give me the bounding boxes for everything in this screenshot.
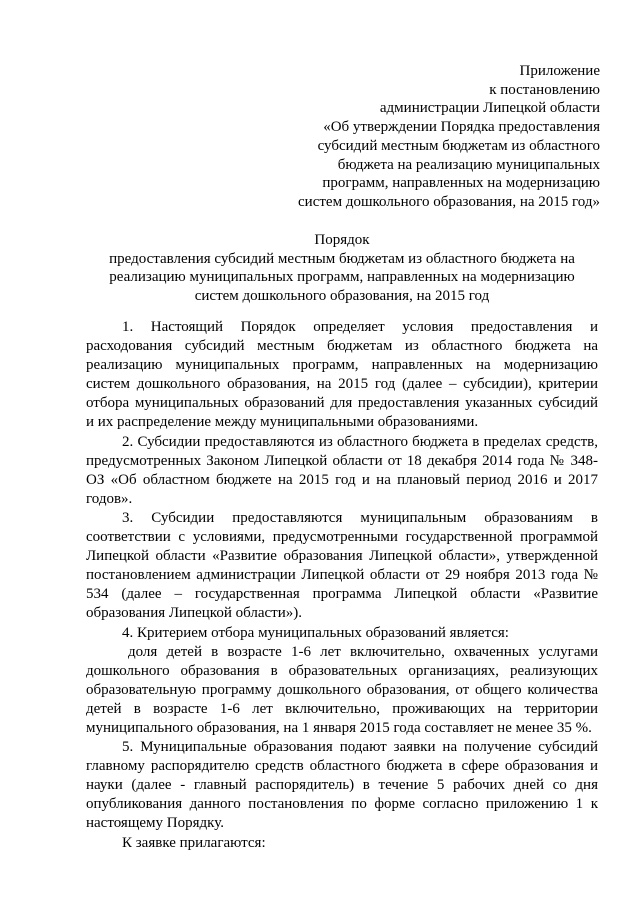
document-body xyxy=(86,318,598,853)
appendix-line: систем дошкольного образования, на 2015 год» xyxy=(298,193,600,210)
paragraph-2: 2. Субсидии предоставляются из областного бюджета в пределах средств, предусмотренных Законом Липецкой области от 18 декабря 2014 года № 348-ОЗ «Об областном бюджете на 2015 год и на плановый период 2016 и 2017 годов». xyxy=(86,433,598,507)
paragraph-4: 4. Критерием отбора муниципальных образований является: xyxy=(122,624,509,641)
paragraph-1: 1. Настоящий Порядок определяет условия предоставления и расходования субсидий местным бюджетам из областного бюджета на реализацию муниципальных программ, направленных на модернизацию систем дошкольного образования, на 2015 год (далее – субсидии), критерии отбора муниципальных образований для предоставления указанных субсидий и их распределение между муниципальными образованиями. xyxy=(86,319,598,431)
paragraph-4-criterion: доля детей в возрасте 1-6 лет включительно, охваченных услугами дошкольного образования в образовательных организациях, реализующих образовательную программу дошкольного образования, от общего количества детей в возрасте 1-6 лет включительно, проживающих на территории муниципального образования, на 1 января 2015 года составляет не менее 35 %. xyxy=(86,643,598,736)
title-word: Порядок xyxy=(314,232,370,248)
document-title xyxy=(86,231,598,306)
appendix-line: субсидий местным бюджетам из областного xyxy=(317,137,600,154)
title-text: предоставления субсидий местным бюджетам из областного бюджета на реализацию муниципальных программ, направленных на модернизацию систем дошкольного образования, на 2015 год xyxy=(109,250,575,305)
appendix-line: «Об утверждении Порядка предоставления xyxy=(323,119,600,136)
appendix-line: администрации Липецкой области xyxy=(379,100,600,117)
appendix-line: к постановлению xyxy=(489,81,600,98)
appendix-line: бюджета на реализацию муниципальных xyxy=(337,156,600,173)
appendix-line: программ, направленных на модернизацию xyxy=(322,175,600,192)
paragraph-3: 3. Субсидии предоставляются муниципальным образованиям в соответствии с условиями, предусмотренными государственной программой Липецкой области «Развитие образования Липецкой области», утвержденной постановлением администрации Липецкой области от 29 ноября 2013 года № 534 (далее – государственная программа Липецкой области «Развитие образования Липецкой области»). xyxy=(86,509,598,622)
appendix-header xyxy=(220,62,600,212)
paragraph-5: 5. Муниципальные образования подают заявки на получение субсидий главному распорядителю средств областного бюджета в сфере образования и науки (далее - главный распорядитель) в течение 5 рабочих дней со дня опубликования данного постановления по форме согласно приложению 1 к настоящему Порядку. xyxy=(86,739,598,832)
paragraph-attachments: К заявке прилагаются: xyxy=(122,834,266,851)
appendix-line: Приложение xyxy=(519,63,600,79)
